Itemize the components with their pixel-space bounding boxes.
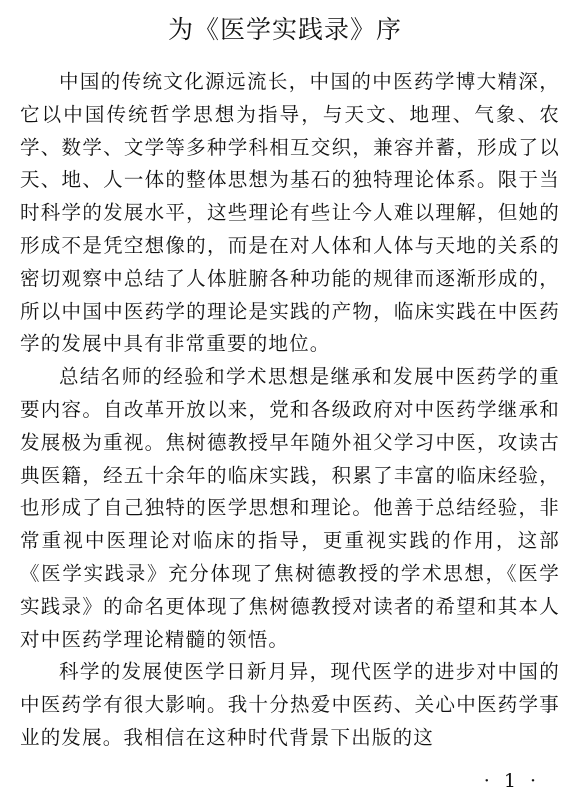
paragraph-3: 科学的发展使医学日新月异，现代医学的进步对中国的中医药学有很大影响。我十分热爱中医药、关心中医药学事业的发展。我相信在这种时代背景下出版的这 [20, 660, 560, 749]
document-title: 为《医学实践录》序 [167, 15, 402, 44]
page-number: · 1 · [483, 770, 540, 792]
document-body [20, 66, 560, 755]
paragraph-1: 中国的传统文化源远流长，中国的中医药学博大精深，它以中国传统哲学思想为指导，与天文、地理、气象、农学、数学、文学等多种学科相互交织，兼容并蓄，形成了以天、地、人一体的整体思想为基石的独特理论体系。限于当时科学的发展水平，这些理论有些让今人难以理解，但她的形成不是凭空想像的，而是在对人体和人体与天地的关系的密切观察中总结了人体脏腑各种功能的规律而逐渐形成的，所以中国中医药学的理论是实践的产物，临床实践在中医药学的发展中具有非常重要的地位。 [20, 70, 560, 356]
paragraph-2: 总结名师的经验和学术思想是继承和发展中医药学的重要内容。自改革开放以来，党和各级政府对中医药学继承和发展极为重视。焦树德教授早年随外祖父学习中医，攻读古典医籍，经五十余年的临床实践，积累了丰富的临床经验，也形成了自己独特的医学思想和理论。他善于总结经验，非常重视中医理论对临床的指导，更重视实践的作用，这部《医学实践录》充分体现了焦树德教授的学术思想，《医学实践录》的命名更体现了焦树德教授对读者的希望和其本人对中医药学理论精髓的领悟。 [20, 365, 560, 651]
